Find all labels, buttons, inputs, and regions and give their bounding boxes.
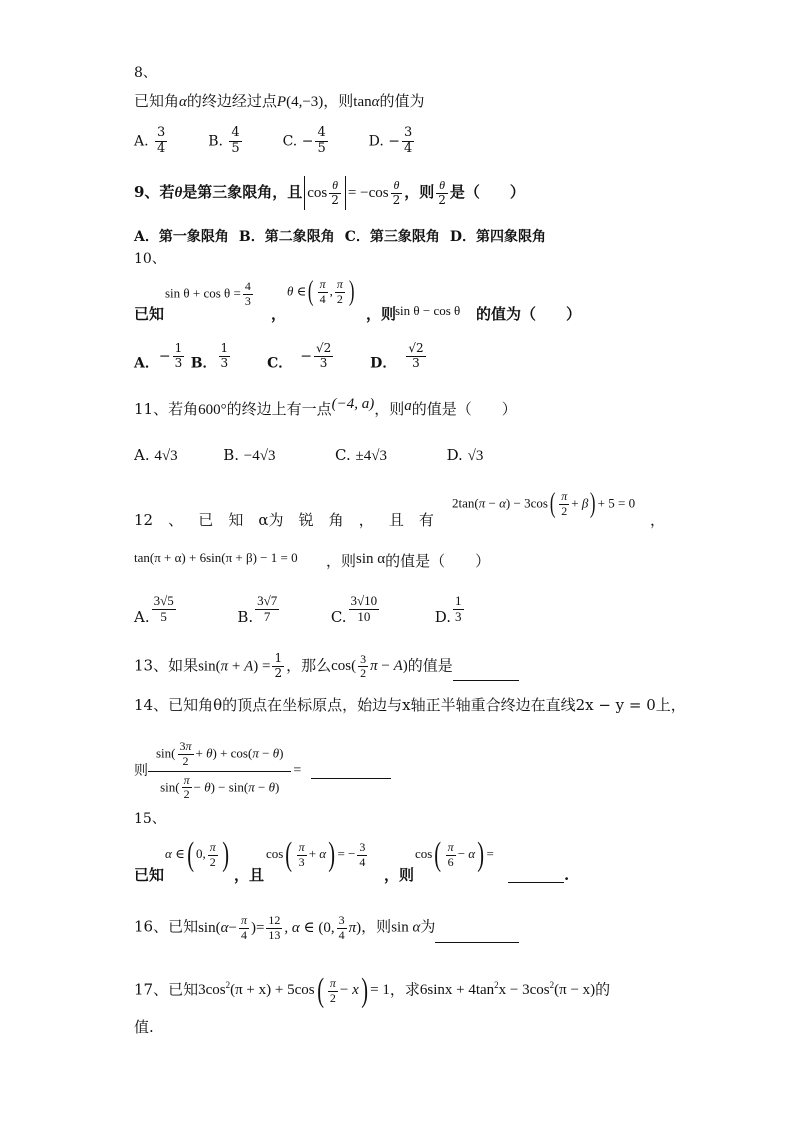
q8-stem: 已知角α的终边经过点P(4,−3)，则tanα的值为 bbox=[134, 92, 425, 110]
q8-option-c-frac: $\frac{4}{5}$ bbox=[317, 125, 326, 156]
q8-options: A. $\frac{3}{4}$ B. $\frac{4}{5}$ C. − $\frac{4}{5}$ D. − $\frac{3}{4}$ bbox=[134, 125, 413, 156]
q10-post: 的值为（ ） bbox=[476, 305, 582, 323]
q11-stem: 11、若角600°的终边上有一点(−4, a)，则a的值是（ ） bbox=[134, 396, 517, 418]
q15-then: ，则 bbox=[384, 866, 415, 884]
q12-line1: 12 、 已 知 α为 锐 角 ， 且 有 bbox=[134, 511, 434, 529]
q15-and: ，且 bbox=[234, 866, 265, 884]
q12-options: A. $\frac{3√5}{5}$ B. $\frac{3√7}{7}$ C. $\frac{3√10}{10}$ D. $\frac{1}{3}$ bbox=[134, 593, 462, 626]
q15-number: 15、 bbox=[134, 811, 166, 827]
q15-prefix: 已知 bbox=[134, 866, 165, 884]
q8-option-b-frac: $\frac{4}{5}$ bbox=[231, 125, 240, 156]
q16-answer-blank[interactable] bbox=[435, 928, 519, 943]
q9-stem: 9、若θ是第三象限角，且 cos $\frac{\theta}{2}$ = −cos $\frac{\theta}{2}$ ，则 $\frac{\theta}{2}$ 是（ ） bbox=[134, 176, 525, 210]
q13-answer-blank[interactable] bbox=[453, 666, 519, 681]
q15-cond2: cos( $\frac{\pi}{3}$ + α) = − $\frac{3}{4}$ bbox=[266, 836, 366, 873]
q17-line2: 值. bbox=[134, 1018, 154, 1036]
q10-then: ，则 bbox=[366, 305, 397, 323]
q10-prefix: 已知 bbox=[134, 305, 165, 323]
q10-given: sin θ + cos θ = $\frac{4}{3}$ bbox=[165, 279, 251, 308]
q8-number: 8、 bbox=[134, 65, 157, 81]
q9-options: A．第一象限角 B．第二象限角 C．第三象限角 D．第四象限角 bbox=[134, 229, 547, 245]
q14-answer-blank[interactable] bbox=[311, 764, 391, 779]
q10-options: A．− $\frac{1}{3}$ B． $\frac{1}{3}$ C． − $\frac{√2}{3}$ D． $\frac{√2}{3}$ bbox=[134, 341, 424, 372]
q12-tail: ，则sin α的值是（ ） bbox=[326, 551, 491, 570]
q12-eq2: tan(π + α) + 6sin(π + β) − 1 = 0 bbox=[134, 550, 298, 565]
q15-answer-blank[interactable] bbox=[508, 868, 564, 883]
q12-eq1-end: ， bbox=[650, 511, 666, 529]
q10-number: 10、 bbox=[134, 251, 166, 267]
q15-cond1: α ∈( 0, $\frac{\pi}{2}$ ) bbox=[165, 836, 229, 873]
q8-option-a-frac: $\frac{3}{4}$ bbox=[157, 125, 166, 156]
q10-expr: sin θ − cos θ bbox=[395, 303, 461, 318]
q12-eq1: 2tan(π − α) − 3cos( $\frac{\pi}{2}$ + β) + 5 = 0 bbox=[452, 488, 636, 520]
q13-stem: 13、如果sin(π + A) = $\frac{1}{2}$ ，那么cos( $\frac{3}{2}$ π − A)的值是 bbox=[134, 652, 519, 681]
q17-stem: 17、已知$3\cos^2(\pi + x) + 5\cos$( $\frac{\pi}{2}$ − x) = 1，求$6\sin x + 4\tan^2x - 3\cos^2(\pi - x)$的 bbox=[134, 972, 611, 1009]
q10-range: θ ∈( $\frac{\pi}{4}$ , $\frac{\pi}{2}$ ) bbox=[287, 276, 355, 308]
q15-target: cos( $\frac{\pi}{6}$ − α) = bbox=[415, 836, 494, 873]
q15-blank: . bbox=[508, 868, 569, 883]
q8-option-d-frac: $\frac{3}{4}$ bbox=[404, 125, 413, 156]
q10-comma: ， bbox=[271, 305, 287, 323]
q11-options: A. 4√3 B. −4√3 C. ±4√3 D. √3 bbox=[134, 446, 484, 464]
q14-expr: 则 sin( $\frac{3\pi}{2}$ + θ) + cos(π − θ) sin( $\frac{\pi}{2}$ − θ) − sin(π − θ) = bbox=[134, 740, 391, 802]
q14-line1: 14、已知角θ的顶点在坐标原点，始边与x轴正半轴重合终边在直线2x − y = 0上， bbox=[134, 696, 686, 714]
q16-stem: 16、已知sin(α− $\frac{\pi}{4}$ )= $\frac{12}{13}$ , α ∈ (0, $\frac{3}{4}$ π)，则sin α为 bbox=[134, 914, 519, 943]
